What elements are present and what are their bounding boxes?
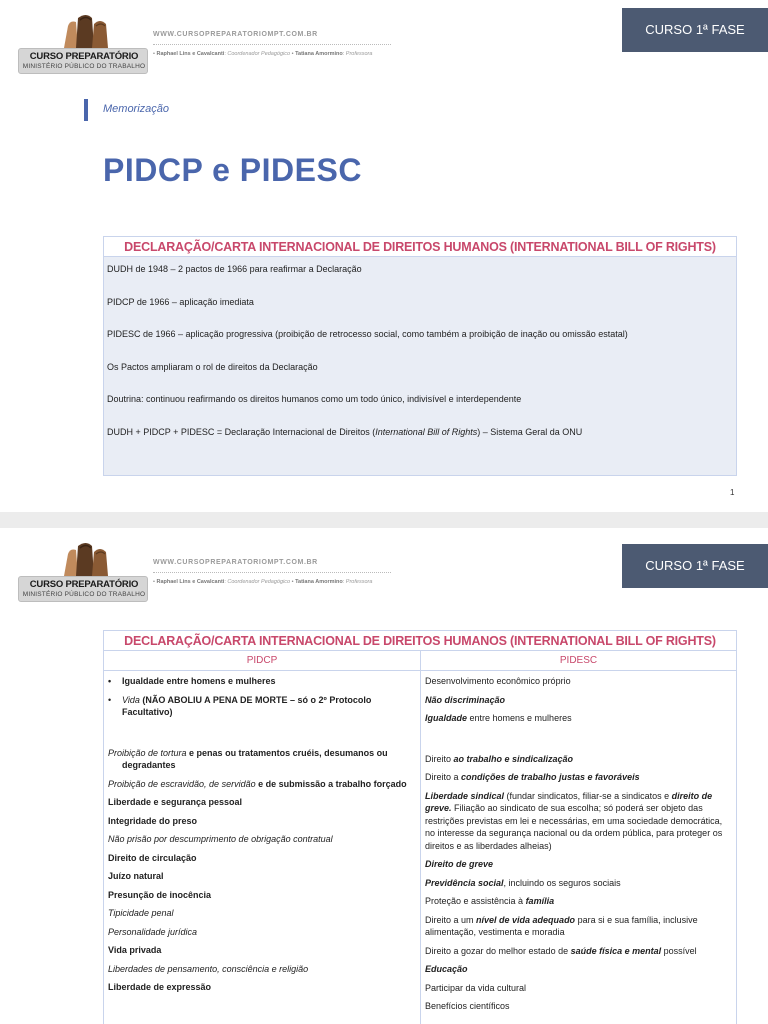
logo-banner bbox=[18, 576, 148, 602]
list-item: Vida privada bbox=[108, 945, 162, 955]
logo-banner bbox=[18, 48, 148, 74]
list-item-text: Direito a bbox=[425, 772, 462, 782]
list-item bbox=[425, 877, 732, 890]
bullet-icon: • bbox=[108, 694, 112, 705]
list-item-bold-italic: condições de trabalho justas e favoráveis bbox=[461, 772, 640, 782]
header-divider bbox=[153, 572, 391, 573]
list-item-bold: (NÃO ABOLIU A PENA DE MORTE – só o 2º Protocolo Facultativo) bbox=[122, 694, 372, 717]
list-item-bold: e de submissão a trabalho forçado bbox=[255, 778, 407, 789]
list-item bbox=[108, 747, 416, 772]
list-item-italic: Vida bbox=[122, 694, 140, 705]
list-item: Liberdades de pensamento, consciência e religião bbox=[108, 963, 309, 974]
list-item-bold-italic: ao trabalho e sindicalização bbox=[453, 753, 574, 764]
section-label: Memorização bbox=[103, 103, 170, 115]
list-item: Liberdade de expressão bbox=[108, 982, 212, 992]
list-item-italic: Proibição de tortura bbox=[108, 747, 187, 758]
list-item-bold: e penas ou tratamentos cruéis, desumanos ou degradantes bbox=[122, 747, 388, 770]
list-item-text: Direito a um bbox=[425, 914, 477, 925]
page-title: PIDCP e PIDESC bbox=[103, 152, 362, 188]
raised-fists-icon bbox=[58, 542, 114, 576]
header-credits: • Raphael Lins e Cavalcanti: Coordenador Pedagógico • Tatiana Amormino: Professora bbox=[153, 51, 373, 57]
credit-name-2: Tatiana Amormino bbox=[295, 51, 343, 57]
credit-role-1: Coordenador Pedagógico bbox=[227, 51, 291, 57]
document-page-2 bbox=[0, 528, 768, 1024]
list-item bbox=[425, 790, 732, 853]
list-item: Não discriminação bbox=[425, 694, 506, 705]
header-credits: • Raphael Lins e Cavalcanti: Coordenador Pedagógico • Tatiana Amormino: Professora bbox=[153, 579, 373, 585]
list-item bbox=[108, 778, 416, 791]
summary-line: DUDH de 1948 – 2 pactos de 1966 para reafirmar a Declaração bbox=[107, 264, 362, 274]
logo bbox=[18, 14, 148, 76]
list-item-italic: Proibição de escravidão, de servidão bbox=[108, 778, 256, 789]
list-item: Juízo natural bbox=[108, 871, 164, 881]
list-item: Personalidade jurídica bbox=[108, 926, 198, 937]
page-gap bbox=[0, 512, 768, 528]
last-line-post: ) – Sistema Geral da ONU bbox=[477, 426, 583, 437]
list-item: Integridade do preso bbox=[108, 815, 198, 826]
logo-subtitle: MINISTÉRIO PÚBLICO DO TRABALHO bbox=[22, 591, 146, 598]
list-item-bold-italic: Previdência social bbox=[425, 877, 504, 888]
last-line-pre: DUDH + PIDCP + PIDESC = Declaração Internacional de Direitos ( bbox=[107, 426, 376, 437]
logo-subtitle: MINISTÉRIO PÚBLICO DO TRABALHO bbox=[22, 63, 146, 70]
summary-line: PIDCP de 1966 – aplicação imediata bbox=[107, 296, 254, 307]
logo bbox=[18, 542, 148, 604]
list-item-bold-italic: direito de greve. bbox=[425, 790, 713, 813]
list-item-text: Igualdade entre homens e mulheres bbox=[122, 676, 276, 686]
list-item: Direito de circulação bbox=[108, 852, 197, 863]
list-item: Presunção de inocência bbox=[108, 889, 212, 900]
logo-title: CURSO PREPARATÓRIO bbox=[29, 51, 139, 62]
section-marker bbox=[84, 99, 88, 121]
list-item-text: Proteção e assistência à bbox=[425, 896, 526, 906]
last-line-italic: International Bill of Rights bbox=[375, 426, 478, 437]
credit-name-1: Raphael Lins e Cavalcanti bbox=[156, 51, 225, 57]
list-item: Direito de greve bbox=[425, 859, 494, 869]
pidesc-column bbox=[420, 671, 736, 1024]
logo-title: CURSO PREPARATÓRIO bbox=[29, 579, 139, 590]
list-item bbox=[108, 675, 416, 688]
summary-lines bbox=[104, 257, 736, 458]
bullet-icon: • bbox=[108, 676, 112, 686]
list-item: Benefícios científicos bbox=[425, 1001, 510, 1011]
list-item-text: possível bbox=[661, 945, 697, 956]
summary-box-heading: DECLARAÇÃO/CARTA INTERNACIONAL DE DIREITOS HUMANOS (INTERNATIONAL BILL OF RIGHTS) bbox=[104, 237, 736, 257]
col-header-pidcp: PIDCP bbox=[246, 655, 278, 666]
list-item-text: entre homens e mulheres bbox=[467, 713, 572, 723]
course-badge: CURSO 1ª FASE bbox=[622, 544, 768, 588]
list-item-text: Direito bbox=[425, 753, 454, 764]
list-item-text: Direito a gozar do melhor estado de bbox=[425, 945, 571, 956]
summary-line: Doutrina: continuou reafirmando os direitos humanos como um todo único, indivisível e interdependente bbox=[107, 394, 522, 404]
table-body bbox=[104, 671, 736, 1024]
list-item bbox=[425, 945, 732, 958]
course-badge: CURSO 1ª FASE bbox=[622, 8, 768, 52]
site-url[interactable]: WWW.CURSOPREPARATORIOMPT.COM.BR bbox=[153, 559, 318, 566]
comparison-table-heading: DECLARAÇÃO/CARTA INTERNACIONAL DE DIREITOS HUMANOS (INTERNATIONAL BILL OF RIGHTS) bbox=[104, 631, 736, 651]
list-item-text: para si e sua família, inclusive alimentação, vestimenta e moradia bbox=[425, 914, 698, 937]
list-item-bold-italic: saúde física e mental bbox=[570, 945, 662, 956]
credit-name-2: Tatiana Amormino bbox=[295, 579, 343, 585]
list-item-bold-italic: nível de vida adequado bbox=[476, 914, 576, 925]
list-item bbox=[108, 694, 416, 719]
credit-name-1: Raphael Lins e Cavalcanti bbox=[156, 579, 225, 585]
header-divider bbox=[153, 44, 391, 45]
list-item bbox=[425, 771, 732, 784]
list-item: Não prisão por descumprimento de obrigação contratual bbox=[108, 834, 333, 844]
list-item-text: (fundar sindicatos, filiar-se a sindicatos e bbox=[504, 790, 672, 801]
pidcp-column bbox=[104, 671, 420, 1024]
list-item: Participar da vida cultural bbox=[425, 982, 527, 993]
summary-line: PIDESC de 1966 – aplicação progressiva (proibição de retrocesso social, como também a proibição de inação ou omissão estatal) bbox=[107, 329, 628, 339]
spacer bbox=[425, 731, 732, 753]
summary-line: Os Pactos ampliaram o rol de direitos da Declaração bbox=[107, 361, 318, 372]
summary-box bbox=[103, 236, 737, 476]
list-item bbox=[425, 712, 732, 725]
list-item bbox=[425, 895, 732, 908]
list-item: Liberdade e segurança pessoal bbox=[108, 797, 243, 807]
credit-role-2: Professora bbox=[345, 51, 373, 57]
col-header-pidesc: PIDESC bbox=[420, 651, 736, 670]
credit-role-2: Professora bbox=[345, 579, 373, 585]
list-item bbox=[425, 914, 732, 939]
table-header-row bbox=[104, 651, 736, 671]
list-item-bold-italic: Liberdade sindical bbox=[425, 790, 505, 801]
credit-role-1: Coordenador Pedagógico bbox=[227, 579, 291, 585]
summary-line-last bbox=[107, 426, 736, 459]
list-item: Tipicidade penal bbox=[108, 908, 174, 918]
spacer bbox=[108, 725, 416, 747]
list-item: Educação bbox=[425, 964, 468, 974]
site-url[interactable]: WWW.CURSOPREPARATORIOMPT.COM.BR bbox=[153, 31, 318, 38]
list-item-text: , incluindo os seguros sociais bbox=[503, 877, 621, 888]
page-number: 1 bbox=[730, 488, 735, 497]
comparison-table bbox=[103, 630, 737, 1024]
list-item: Desenvolvimento econômico próprio bbox=[425, 676, 571, 686]
list-item bbox=[425, 753, 732, 766]
list-item-bold-italic: Igualdade bbox=[425, 713, 468, 723]
list-item-bold-italic: família bbox=[525, 896, 555, 906]
raised-fists-icon bbox=[58, 14, 114, 48]
list-item-text: Filiação ao sindicato de sua escolha; só poderá ser objeto das restrições previstas em lei e necessárias, em uma sociedade democrática, no interesse da segurança nacional ou da ordem pública, para proteger os direitos e as liberdades alheias) bbox=[425, 803, 723, 851]
